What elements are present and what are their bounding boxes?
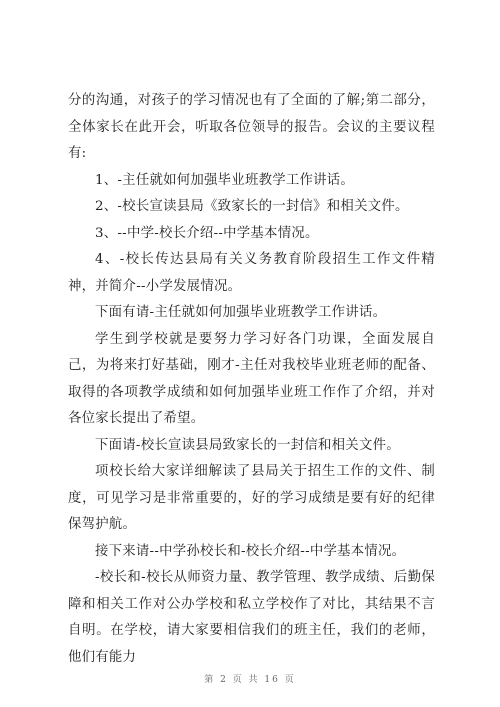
paragraph: -校长和-校长从师资力量、教学管理、教学成绩、后勤保障和相关工作对公办学校和私立学校作了对比，其结果不言自明。在学校，请大家要相信我们的班主任，我们的老师，他们有能力 [68,570,435,665]
paragraph: 下面有请-主任就如何加强毕业班教学工作讲话。 [95,305,387,320]
page-number-footer: 第 2 页 共 16 页 [204,675,296,685]
paragraph-continuation: 分的沟通，对孩子的学习情况也有了全面的了解;第二部分，全体家长在此开会，听取各位领导的报告。会议的主要议程有: [68,93,435,161]
agenda-item-2: 2、-校长宣读县局《致家长的一封信》和相关文件。 [95,199,409,214]
paragraph: 接下来请--中学孙校长和-校长介绍--中学基本情况。 [95,543,406,559]
agenda-item-3: 3、--中学-校长介绍--中学基本情况。 [95,225,319,241]
paragraph: 项校长给大家详细解读了县局关于招生工作的文件、制度，可见学习是非常重要的，好的学习成绩是要有好的纪律保驾护航。 [68,464,435,532]
paragraph: 下面请-校长宣读县局致家长的一封信和相关文件。 [95,437,400,453]
agenda-item-4: 4、-校长传达县局有关义务教育阶段招生工作文件精神，并简介--小学发展情况。 [68,252,435,294]
paragraph: 学生到学校就是要努力学习好各门功课，全面发展自己，为将来打好基础，刚才-主任对我校毕业班老师的配备、取得的各项教学成绩和如何加强毕业班工作作了介绍，并对各位家长提出了希望。 [68,331,435,426]
agenda-item-1: 1、-主任就如何加强毕业班教学工作讲话。 [95,172,355,188]
document-body [68,88,435,671]
